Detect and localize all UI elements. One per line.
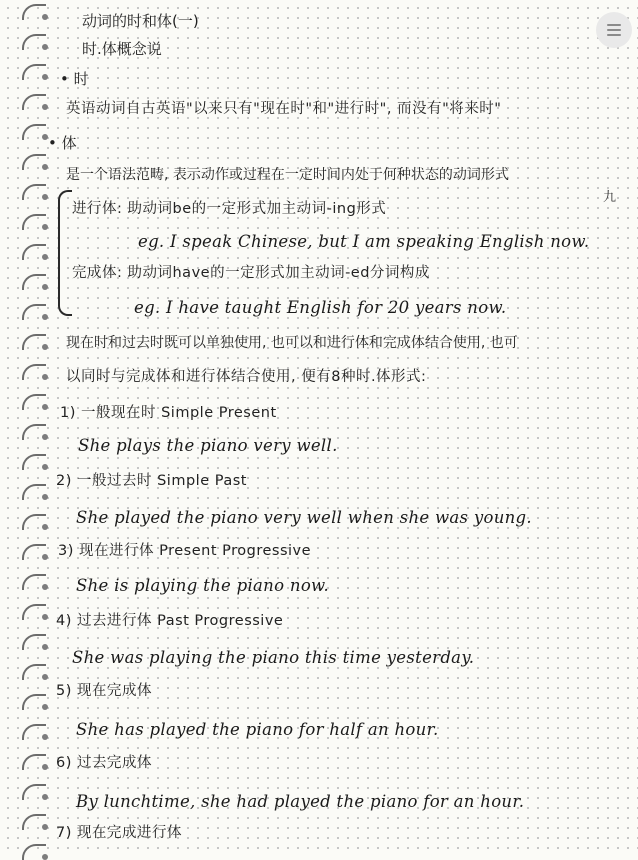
perfect-definition: 完成体: 助动词have的一定形式加主动词-ed分词构成 <box>72 265 430 281</box>
binding-hole <box>42 224 48 230</box>
combination-line-1: 现在时和过去时既可以单独使用, 也可以和进行体和完成体结合使用, 也可 <box>66 335 518 351</box>
item-3-heading: 3) 现在进行体 Present Progressive <box>58 543 312 559</box>
binding-hole <box>42 824 48 830</box>
binding-hole <box>42 554 48 560</box>
binding-hole <box>42 854 48 860</box>
ti-heading: • 体 <box>48 134 77 152</box>
binding-hole <box>42 164 48 170</box>
ti-text: 是一个语法范畴, 表示动作或过程在一定时间内处于何种状态的动词形式 <box>66 167 509 183</box>
menu-icon[interactable] <box>596 12 632 48</box>
menu-bar <box>607 34 621 36</box>
item-6-example: By lunchtime, she had played the piano for an hour. <box>76 792 525 811</box>
item-1-example: She plays the piano very well. <box>78 436 338 455</box>
binding-hole <box>42 44 48 50</box>
margin-mark: 九 <box>602 190 616 205</box>
item-6-heading: 6) 过去完成体 <box>56 755 152 771</box>
binding-hole <box>42 494 48 500</box>
item-1-heading: 1) 一般现在时 Simple Present <box>60 405 277 421</box>
binding-hole <box>42 74 48 80</box>
item-5-heading: 5) 现在完成体 <box>56 683 152 699</box>
binding-hole <box>42 194 48 200</box>
menu-bar <box>607 29 621 31</box>
binding-hole <box>42 314 48 320</box>
binding-hole <box>42 434 48 440</box>
binding-hole <box>42 734 48 740</box>
item-4-heading: 4) 过去进行体 Past Progressive <box>56 613 284 629</box>
item-5-example: She has played the piano for half an hour. <box>76 720 439 739</box>
binding-hole <box>42 524 48 530</box>
page-subtitle: 时.体概念说 <box>82 40 162 58</box>
menu-bar <box>607 24 621 26</box>
perfect-example: eg. I have taught English for 20 years now. <box>134 298 507 317</box>
aspect-bracket <box>58 190 72 316</box>
shi-text: 英语动词自古英语"以来只有"现在时"和"进行时", 而没有"将来时" <box>66 101 502 117</box>
item-7-heading: 7) 现在完成进行体 <box>56 825 182 841</box>
item-4-example: She was playing the piano this time yesterday. <box>72 648 475 667</box>
binding-hole <box>42 704 48 710</box>
binding-hole <box>42 584 48 590</box>
shi-heading: • 时 <box>60 70 89 88</box>
spiral-binding <box>0 0 60 853</box>
binding-hole <box>42 374 48 380</box>
binding-hole <box>42 284 48 290</box>
binding-hole <box>42 254 48 260</box>
progressive-definition: 进行体: 助动词be的一定形式加主动词-ing形式 <box>72 201 387 217</box>
binding-hole <box>42 104 48 110</box>
combination-line-2: 以同时与完成体和进行体结合使用, 便有8种时.体形式: <box>66 369 427 385</box>
item-2-heading: 2) 一般过去时 Simple Past <box>56 473 247 489</box>
binding-hole <box>42 344 48 350</box>
binding-hole <box>42 674 48 680</box>
binding-hole <box>42 14 48 20</box>
binding-hole <box>42 794 48 800</box>
binding-hole <box>42 644 48 650</box>
binding-hole <box>42 464 48 470</box>
page-title: 动词的时和体(一) <box>82 12 199 30</box>
progressive-example: eg. I speak Chinese, but I am speaking English now. <box>138 232 590 251</box>
item-3-example: She is playing the piano now. <box>76 576 330 595</box>
binding-hole <box>42 764 48 770</box>
binding-hole <box>42 404 48 410</box>
binding-hole <box>42 614 48 620</box>
item-2-example: She played the piano very well when she was young. <box>76 508 532 527</box>
